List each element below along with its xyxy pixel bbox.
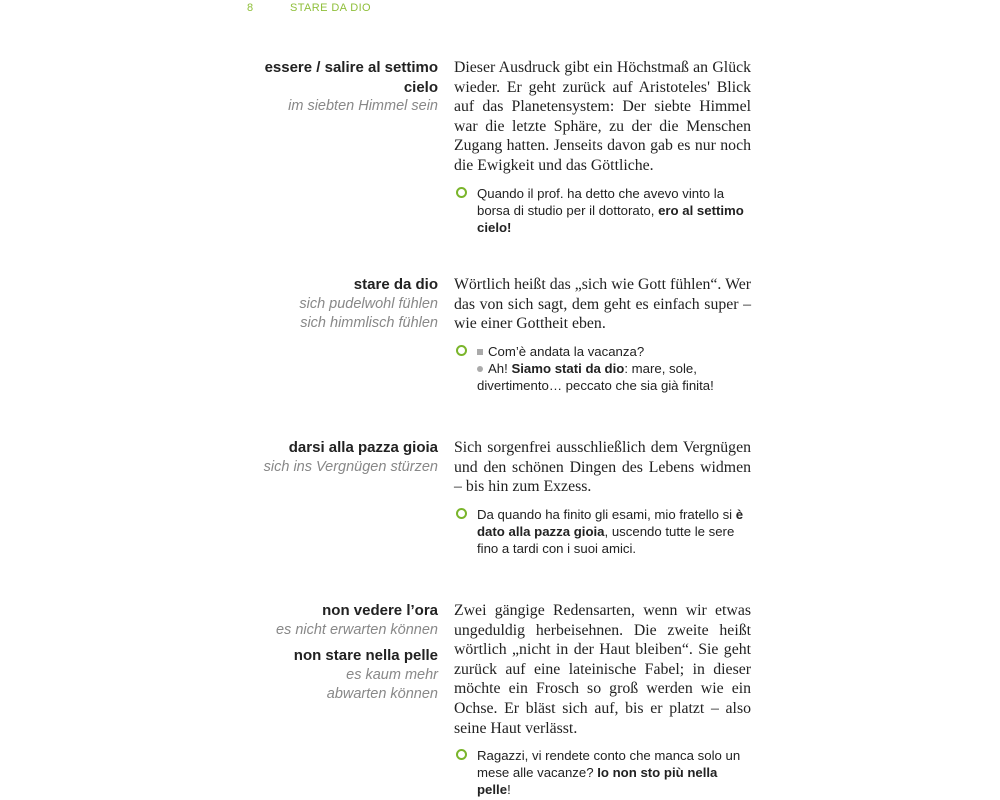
idiom-terms (250, 58, 438, 117)
example-sentence (454, 506, 751, 557)
idiom-translation: es nicht erwarten können (275, 621, 438, 638)
example-text: , uscendo tutte le sere fino a tardi con i suoi amici. (477, 523, 735, 556)
example-highlight: Siamo stati da dio (511, 360, 625, 376)
idiom-terms (250, 275, 438, 334)
idiom-translation: es kaum mehr (346, 666, 438, 683)
example-bullet-icon (456, 749, 467, 760)
example-line (477, 506, 751, 557)
idiom-translation: im siebten Himmel sein (288, 98, 438, 114)
idiom-term: non stare nella pelle (293, 647, 438, 664)
idiom-translation: sich pudelwohl fühlen (299, 295, 438, 312)
page-header (0, 2, 1000, 18)
example-highlight: è dato alla pazza gioia (477, 506, 744, 539)
example-text: Ragazzi, vi rendete conto che manca solo un mese alle vacanze? (477, 748, 741, 781)
idiom-explanation: Sich sorgenfrei ausschließlich dem Vergnügen und den schönen Dingen des Lebens widmen – bis hin zum Exzess. (454, 439, 751, 496)
example-bullet-icon (456, 508, 467, 519)
idiom-translation: sich himmlisch fühlen (300, 315, 438, 331)
idiom-explanation-block (454, 438, 751, 557)
idiom-explanation-block (454, 275, 751, 394)
example-bullet-icon (456, 345, 467, 356)
idiom-translation: abwarten können (326, 686, 438, 702)
example-line (477, 747, 751, 798)
idiom-terms (250, 601, 438, 705)
idiom-explanation-block (454, 601, 751, 798)
example-dialogue (454, 343, 751, 394)
idiom-terms (250, 438, 438, 477)
idiom-explanation: Dieser Ausdruck gibt ein Höchstmaß an Glück wieder. Er geht zurück auf Aristoteles' Blick auf das Planetensystem: Der siebte Himmel war die letzte Sphäre, zu der die Menschen Zugang hatten. Jenseits davon gab es nur noch die Ewigkeit und das Göttliche. (454, 59, 751, 174)
square-speaker-icon (477, 349, 483, 355)
dialogue-answer (477, 360, 751, 394)
example-sentence (454, 747, 751, 798)
example-line (477, 185, 751, 236)
idiom-term: essere / salire al settimo cielo (264, 59, 438, 96)
example-text: Quando il prof. ha detto che avevo vinto la borsa di studio per il dottorato, (477, 185, 725, 218)
page-number: 8 (247, 2, 254, 14)
idiom-explanation-block (454, 58, 751, 236)
example-text: Da quando ha finito gli esami, mio fratello si (477, 506, 736, 522)
idiom-explanation: Wörtlich heißt das „sich wie Gott fühlen“. Wer das von sich sagt, dem geht es einfach super – wie einer Gottheit eben. (454, 276, 751, 333)
idiom-translation: sich ins Vergnügen stürzen (263, 458, 438, 475)
running-title: STARE DA DIO (290, 2, 371, 14)
example-text: : mare, sole, divertimento… peccato che sia già finita! (477, 360, 714, 393)
example-text: ! (507, 782, 511, 798)
example-bullet-icon (456, 187, 467, 198)
circle-speaker-icon (477, 366, 483, 372)
example-sentence (454, 185, 751, 236)
dialogue-question (477, 343, 751, 360)
idiom-term: darsi alla pazza gioia (288, 439, 438, 456)
idiom-term: stare da dio (353, 276, 438, 293)
example-highlight: Io non sto più nella pelle (477, 765, 718, 798)
idiom-term: non vedere l’ora (322, 602, 438, 619)
example-text: Ah! (488, 360, 512, 376)
example-text: Com’è andata la vacanza? (488, 343, 645, 359)
idiom-explanation: Zwei gängige Redensarten, wenn wir etwas ungeduldig herbeisehnen. Die zweite heißt wörtlich „nicht in der Haut bleiben“. Sie geht zurück auf eine lateinische Fabel; in dieser möchte ein Frosch so groß werden wie ein Ochse. Er bläst sich auf, bis er platzt – also seine Haut verlässt. (454, 602, 751, 737)
example-highlight: ero al settimo cielo! (477, 202, 744, 235)
